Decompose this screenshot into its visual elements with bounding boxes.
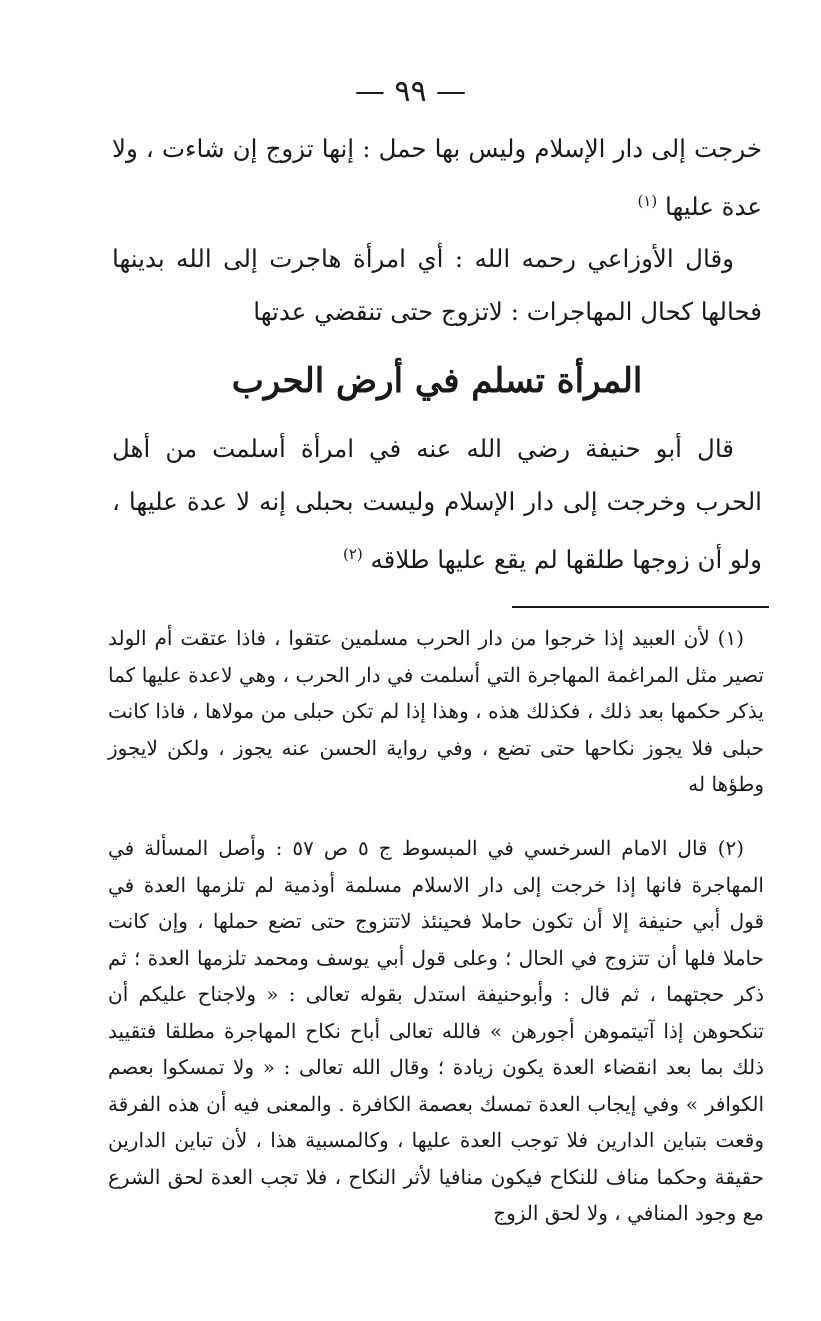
section-heading: المرأة تسلم في أرض الحرب	[231, 361, 643, 401]
footnote-text: (٢) قال الامام السرخسي في المبسوط ج ٥ ص ٥٧ : وأصل المسألة في المهاجرة فانها إذا خرجت إلى دار الاسلام مسلمة أوذمية لم تلزمها العدة في قول أبي حنيفة إلا أن تكون حاملا فحينئذ لاتتزوج حتى تضع حملها ، وإن كانت حاملا فلها أن تتزوج في الحال ؛ وعلى قول أبي يوسف ومحمد تلزمها العدة ؛ ثم ذكر حجتهما ، ثم قال : وأبوحنيفة استدل بقوله تعالى : « ولاجناح عليكم أن تنكحوهن إذا آتيتموهن أجورهن » فالله تعالى أباح نكاح المهاجرة مطلقا فتقييد ذلك بما بعد انقضاء العدة يكون زيادة ؛ وقال الله تعالى : « ولا تمسكوا بعصم الكوافر » وفي إيجاب العدة تمسك بعصمة الكافرة . والمعنى فيه أن هذه الفرقة وقعت بتباين الدارين فلا توجب العدة عليها ، وكالمسبية هذا ، لأن تباين الدارين حقيقة وحكما مناف للنكاح فيكون منافيا لأثر النكاح ، فلا تجب العدة لحق الشرع مع وجود المنافي ، ولا لحق الزوج	[108, 836, 764, 1225]
page-number: — ٩٩ —	[354, 74, 467, 109]
paragraph-awzai	[112, 232, 762, 338]
footnote-ref: (٢)	[342, 545, 363, 563]
paragraph-text: قال أبو حنيفة رضي الله عنه في امرأة أسلمت من أهل الحرب وخرجت إلى دار الإسلام وليست بحبلى إنه لا عدة عليها ، ولو أن زوجها طلقها لم يقع عليها طلاقه	[112, 434, 762, 575]
footnote-divider	[512, 606, 769, 608]
paragraph-continuation	[112, 122, 762, 233]
footnote-text: (١) لأن العبيد إذا خرجوا من دار الحرب مسلمين عتقوا ، فاذا عتقت أم الولد تصير مثل المراغمة المهاجرة التي أسلمت في دار الحرب ، وهي لاعدة عليها كما يذكر حكمها بعد ذلك ، فكذلك هذه ، وهذا إذا لم تكن حبلى من مولاها ، فاذا كانت حبلى فلا يجوز نكاحها حتى تضع ، وفي رواية الحسن عنه يجوز ، ولكن لايجوز وطؤها له	[108, 626, 764, 796]
paragraph-text: خرجت إلى دار الإسلام وليس بها حمل : إنها تزوج إن شاءت ، ولا عدة عليها	[112, 134, 762, 222]
footnote-1	[108, 620, 764, 803]
footnote-2	[108, 830, 764, 1232]
paragraph-text: وقال الأوزاعي رحمه الله : أي امرأة هاجرت إلى الله بدينها فحالها كحال المهاجرات : لاتزوج حتى تنقضي عدتها	[112, 244, 762, 326]
footnote-ref: (١)	[637, 192, 658, 210]
paragraph-abu-hanifa	[112, 422, 762, 586]
